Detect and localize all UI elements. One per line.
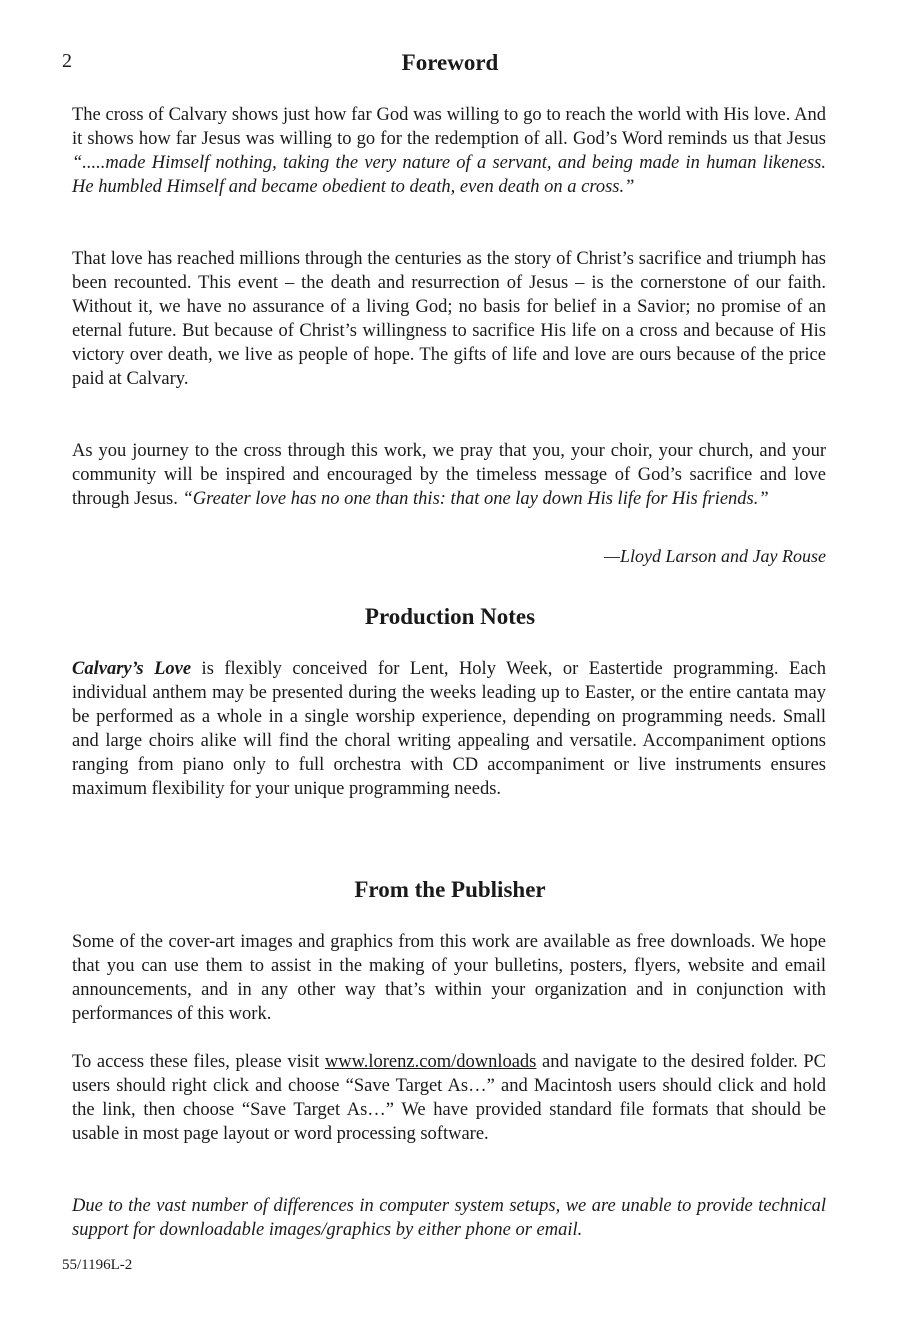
page-number: 2	[62, 50, 72, 72]
publisher-paragraph-2	[72, 1050, 826, 1146]
foreword-p3-quote: “Greater love has no one than this: that one lay down His life for His friends.”	[182, 489, 769, 509]
foreword-heading: Foreword	[401, 50, 499, 75]
foreword-paragraph-3	[72, 439, 826, 511]
foreword-paragraph-2: That love has reached millions through the centuries as the story of Christ’s sacrifice and triumph has been recounted. This event – the death and resurrection of Jesus – is the cornerstone of our faith. Without it, we have no assurance of a living God; no basis for belief in a Savior; no promise of an eternal future. But because of Christ’s willingness to sacrifice His life on a cross and because of His victory over death, we live as people of hope. The gifts of life and love are ours because of the price paid at Calvary.	[72, 249, 826, 389]
publisher-heading: From the Publisher	[354, 877, 546, 902]
production-notes-body: is flexibly conceived for Lent, Holy Week, or Eastertide programming. Each individual anthem may be presented during the weeks leading up to Easter, or the entire cantata may be performed as a whole in a single worship experience, depending on programming needs. Small and large choirs alike will find the choral writing appealing and versatile. Accompaniment options ranging from piano only to full orchestra with CD accompaniment or live instruments ensures maximum flexibility for your unique programming needs.	[72, 659, 827, 799]
publisher-paragraph-1: Some of the cover-art images and graphics from this work are available as free downloads. We hope that you can use them to assist in the making of your bulletins, posters, flyers, website and email announcements, and in any other way that’s within your organization and in conjunction with performances of this work.	[72, 932, 826, 1024]
footer-code: 55/1196L-2	[62, 1257, 133, 1273]
foreword-p1-quote: “.....made Himself nothing, taking the very nature of a servant, and being made in human likeness. He humbled Himself and became obedient to death, even death on a cross.”	[72, 153, 826, 197]
publisher-p2-before: To access these files, please visit	[72, 1052, 325, 1072]
foreword-p1-text: The cross of Calvary shows just how far God was willing to go to reach the world with His love. And it shows how far Jesus was willing to go for the redemption of all. God’s Word reminds us that Jesus	[72, 105, 826, 149]
foreword-p3-text: As you journey to the cross through this work, we pray that you, your choir, your church, and your community will be inspired and encouraged by the timeless message of God’s sacrifice and love through Jesus.	[72, 441, 826, 509]
foreword-paragraph-1	[72, 103, 826, 199]
foreword-signature: —Lloyd Larson and Jay Rouse	[604, 546, 826, 566]
publisher-disclaimer: Due to the vast number of differences in computer system setups, we are unable to provide technical support for downloadable images/graphics by either phone or email.	[72, 1196, 826, 1240]
production-notes-title: Calvary’s Love	[72, 659, 192, 679]
downloads-link[interactable]: www.lorenz.com/downloads	[324, 1052, 537, 1072]
production-notes-paragraph	[72, 657, 826, 801]
production-notes-heading: Production Notes	[364, 604, 536, 629]
publisher-p2-after: and navigate to the desired folder. PC users should right click and choose “Save Target As…” and Macintosh users should click and hold the link, then choose “Save Target As…” We have provided standard file formats that should be usable in most page layout or word processing software.	[72, 1052, 826, 1144]
